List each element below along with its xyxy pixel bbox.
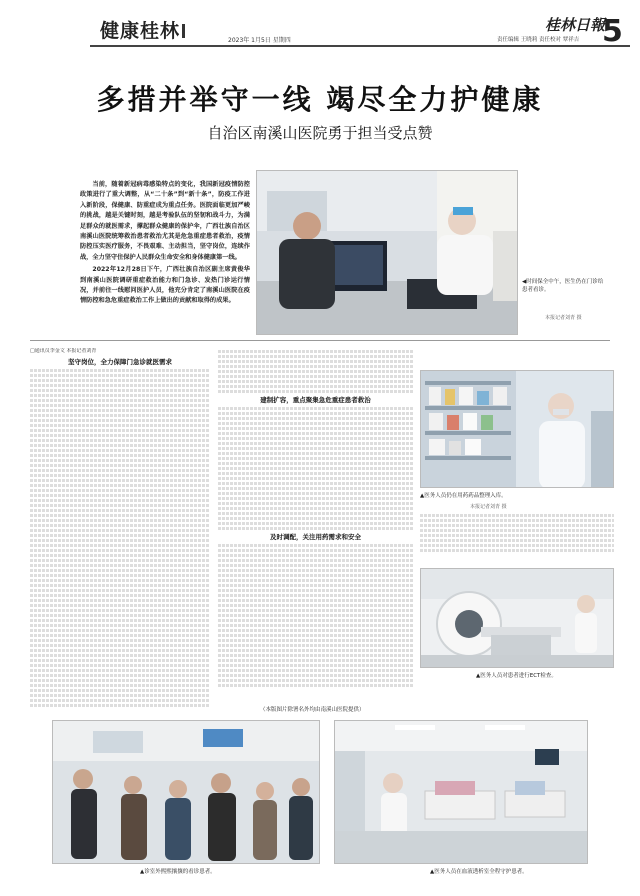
pharmacy-illustration	[421, 371, 614, 488]
paper-name: 桂林日報	[545, 16, 606, 34]
consultation-illustration	[257, 171, 518, 335]
waiting-illustration	[53, 721, 320, 864]
lead-paragraph: 当前，随着新冠病毒感染特点的变化，我国新冠疫情防控政策进行了重大调整，从“二十条”到“新十条”，防疫工作进入新阶段，保健康、防重症成为重点任务。医院面临更加严峻的挑战，越是关键时刻，越是考验队伍的坚韧和战斗力，为满足群众的就医需求，撑起群众健康的保护伞，广西壮族自治区南溪山医院统筹救治患者救治尤其是危急重症患者救治，疫情防控压实医疗服务，不畏艰难、主动担当，坚守岗位，连续作战，全力坚守住保护人民群众生命安全和身体健康第一线。	[80, 181, 250, 261]
photo4-caption: ▲诊室外熙熙攘攘的看诊患者。	[140, 869, 216, 875]
photo2-caption: ▲医务人员仍在用药药品整理入库。	[420, 493, 507, 499]
article-byline: □通讯员李金文 本报记者刘青	[30, 348, 97, 354]
issue-date: 2023年 1月5日 星期四	[228, 37, 291, 44]
lead-paragraph: 2022年12月28日下午，广西壮族自治区副主席黄俊华到南溪山医院调研重症救治能力和门急诊、发热门诊运行情况，并前往一线慰问医护人员，他充分肯定了南溪山医院在疫情防控和急危重症救治工作上做出的贡献和取得的成果。	[80, 266, 250, 305]
page-header	[0, 0, 640, 49]
section-heading: 坚守岗位，全力保障门急诊就医需求	[68, 358, 172, 366]
editors-line: 责任编辑 王晓莉 责任校对 覃祥吉	[497, 37, 580, 43]
ct-illustration	[421, 569, 614, 668]
lead-paragraphs	[80, 180, 250, 309]
header-rule	[90, 45, 630, 47]
photo-pharmacy	[420, 370, 614, 488]
photo1-caption: ◀时间保全中午，医生仍在门诊给患者看诊。	[522, 279, 604, 293]
text-column-3	[420, 512, 614, 564]
photo5-caption: ▲医务人员在血液透析室全程守护患者。	[430, 869, 528, 875]
section-title: 健康桂林	[100, 20, 181, 42]
photo1-credit: 本报记者刘青 摄	[545, 315, 582, 321]
article-headline: 多措并举守一线 竭尽全力护健康	[96, 83, 544, 116]
text-column-2	[218, 348, 413, 708]
section-heading: 及时调配，关注用药需求和安全	[270, 533, 361, 541]
photo2-credit: 本报记者刘青 摄	[470, 504, 507, 510]
section-divider	[30, 340, 610, 341]
photo-doctor-consultation	[256, 170, 518, 335]
article-subheadline: 自治区南溪山医院勇于担当受点赞	[207, 124, 433, 142]
text-column-1	[30, 348, 210, 708]
photo3-caption: ▲医务人员对患者进行ECT检查。	[476, 673, 557, 679]
section-heading: 建制扩容，重点聚集急危重症患者救治	[260, 396, 371, 404]
bar-marker-icon	[182, 24, 185, 38]
page-number: 5	[602, 14, 623, 49]
photo-dialysis-room	[334, 720, 588, 864]
photo-credit-note: （本版图片除署名外均由南溪山医院提供）	[260, 707, 365, 713]
dialysis-illustration	[335, 721, 588, 864]
photo-waiting-patients	[52, 720, 320, 864]
photo-ct-exam	[420, 568, 614, 668]
